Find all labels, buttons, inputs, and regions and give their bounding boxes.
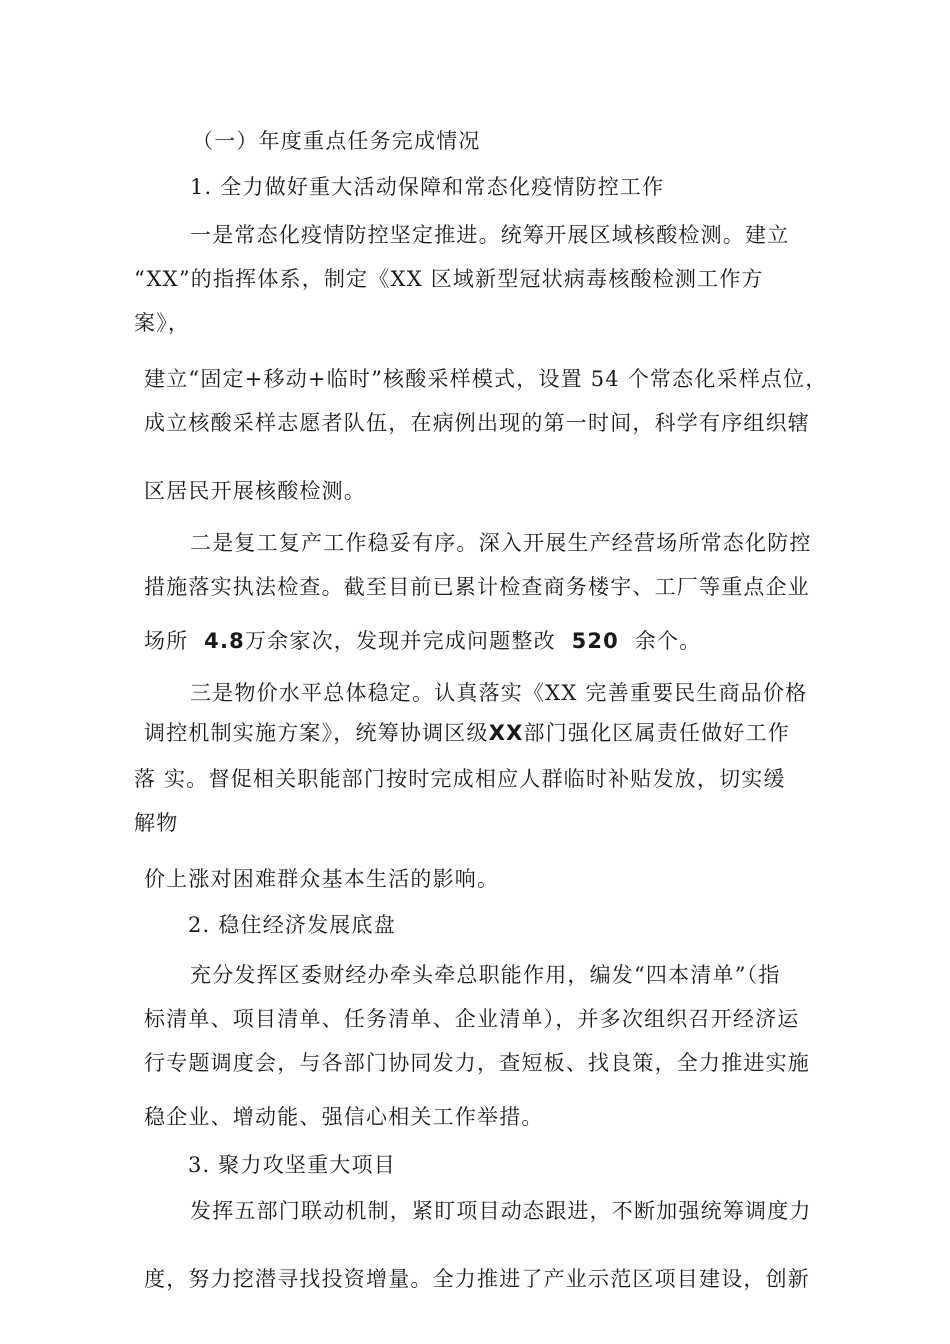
paragraph-line: “XX”的指挥体系，制定《XX 区域新型冠状病毒核酸检测工作方 [134,267,764,291]
text-segment: 部门强化区属责任做好工作 [523,721,790,745]
section-1-title: 1. 全力做好重大活动保障和常态化疫情防控工作 [190,175,665,199]
paragraph-line: 二是复工复产工作稳妥有序。深入开展生产经营场所常态化防控 [190,531,812,555]
text-segment: 调控机制实施方案》，统筹协调区级 [144,721,489,745]
paragraph-line: 度，努力挖潜寻找投资增量。全力推进了产业示范区项目建设，创新 [144,1267,810,1291]
paragraph-line: 措施落实执法检查。截至目前已累计检查商务楼宇、工厂等重点企业 [144,575,810,599]
paragraph-line: 行专题调度会，与各部门协同发力，查短板、找良策，全力推进实施 [144,1051,810,1075]
figure-number: 520 [571,629,619,653]
figure-number: 4.8 [204,629,245,653]
section-2-title: 2. 稳住经济发展底盘 [188,913,396,937]
paragraph-line: 发挥五部门联动机制，紧盯项目动态跟进，不断加强统筹调度力 [190,1199,812,1223]
paragraph-line: 一是常态化疫情防控坚定推进。统筹开展区域核酸检测。建立 [190,223,790,247]
paragraph-line: 区居民开展核酸检测。 [144,479,366,503]
paragraph-line: 落 实。督促相关职能部门按时完成相应人群临时补贴发放，切实缓 [134,767,786,791]
section-3-title: 3. 聚力攻坚重大项目 [188,1153,396,1177]
paragraph-line-with-bold [144,720,790,746]
section-heading: （一）年度重点任务完成情况 [192,129,481,153]
paragraph-line: 建立“固定+移动+临时”核酸采样模式，设置 54 个常态化采样点位， [144,367,828,391]
paragraph-line: 案》， [134,311,191,335]
paragraph-line: 充分发挥区委财经办牵头牵总职能作用，编发“四本清单”（指 [190,963,781,987]
paragraph-line: 标清单、项目清单、任务清单、企业清单），并多次组织召开经济运 [144,1007,800,1031]
paragraph-line: 解物 [134,811,179,835]
bold-abbreviation: XX [488,721,524,745]
text-segment: 余个。 [634,629,702,653]
paragraph-line: 稳企业、增动能、强信心相关工作举措。 [144,1105,544,1129]
paragraph-line-with-figures [144,628,701,654]
text-segment: 场所 [144,629,189,653]
paragraph-line: 价上涨对困难群众基本生活的影响。 [144,867,500,891]
text-segment: 万余家次，发现并完成问题整改 [244,629,556,653]
paragraph-line: 成立核酸采样志愿者队伍，在病例出现的第一时间，科学有序组织辖 [144,411,810,435]
paragraph-line: 三是物价水平总体稳定。认真落实《XX 完善重要民生商品价格 [190,681,808,705]
